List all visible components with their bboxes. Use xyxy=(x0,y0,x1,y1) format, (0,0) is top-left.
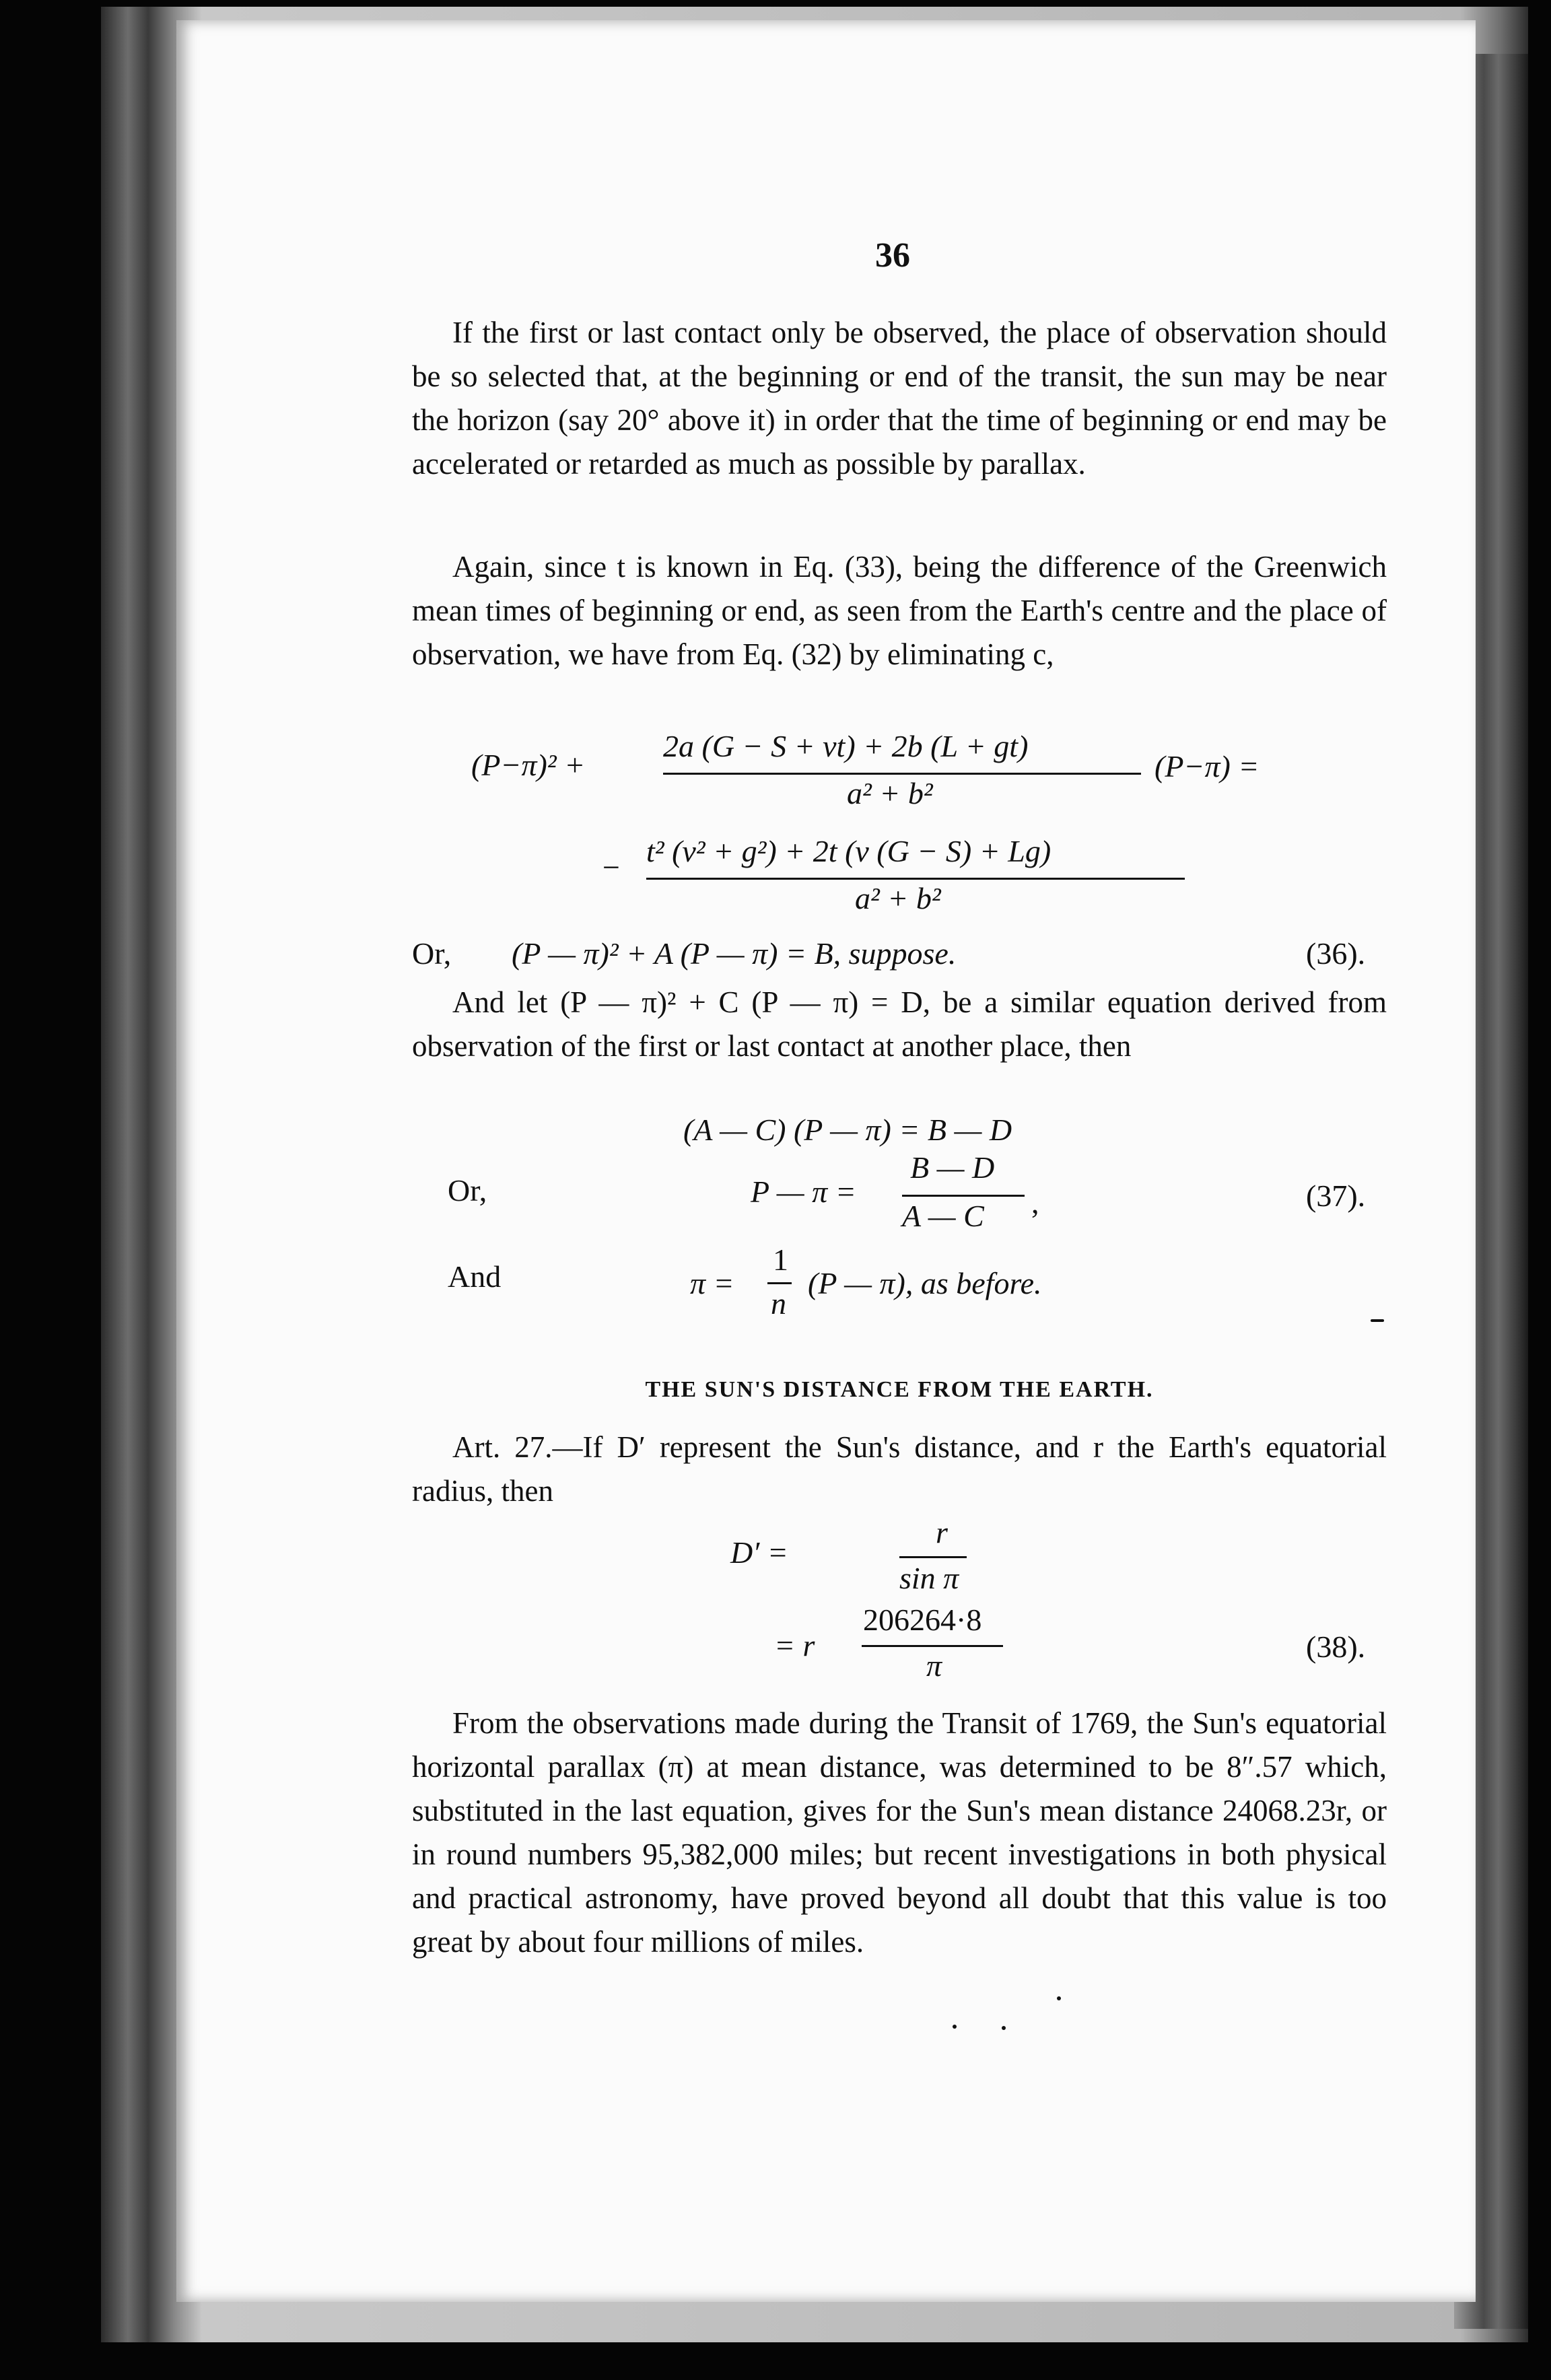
eq-main-lhs: (P−π)² + xyxy=(471,748,586,782)
eq37-comma: , xyxy=(1031,1185,1039,1220)
eq38-number: (38). xyxy=(1306,1630,1366,1664)
paragraph-observations: From the observations made during the Transit of 1769, the Sun's equatorial horizontal parallax (π) at mean distance, was determined to be 8″.57 which, substituted in the last equation, gives for the Sun's mean distance 24068.23r, or in round numbers 95,382,000 miles; but recent investigations in both physical and practical astronomy, have proved beyond all doubt that this value is too great by about four millions of miles. xyxy=(412,1706,1387,1959)
eq-d-numerator: r xyxy=(936,1515,948,1549)
eq-d-lhs: D′ = xyxy=(730,1535,788,1570)
eq-main-denominator: a² + b² xyxy=(847,776,933,810)
eq37-fraction-bar xyxy=(902,1195,1025,1197)
eq37-lhs: P — π = xyxy=(751,1175,856,1209)
section-heading: THE SUN'S DISTANCE FROM THE EARTH. xyxy=(645,1377,1154,1402)
eq37-prefix: Or, xyxy=(448,1173,487,1208)
page-mark xyxy=(1371,1319,1384,1322)
eq-d-denominator: sin π xyxy=(899,1561,959,1595)
eq37-denominator: A — C xyxy=(902,1199,984,1233)
eq36-prefix: Or, xyxy=(412,936,452,971)
eq36: (P — π)² + A (P — π) = B, suppose. xyxy=(512,936,957,971)
eq-pi-lhs: π = xyxy=(690,1266,734,1300)
eq-main-rhs: (P−π) = xyxy=(1154,749,1260,783)
page-speck xyxy=(1057,1996,1061,2000)
paragraph-and-let: And let (P — π)² + C (P — π) = D, be a similar equation derived from observation of the first or last contact at another place, then xyxy=(412,985,1387,1063)
eq-main2-numerator: t² (v² + g²) + 2t (v (G − S) + Lg) xyxy=(646,834,1052,868)
eq-pi-numerator: 1 xyxy=(773,1242,788,1277)
eq38-denominator: π xyxy=(926,1648,942,1683)
paragraph-article-27: Art. 27.—If D′ represent the Sun's distance, and r the Earth's equatorial radius, then xyxy=(412,1430,1387,1508)
eq-main-numerator: 2a (G − S + vt) + 2b (L + gt) xyxy=(663,729,1029,763)
eq-main-fraction-bar xyxy=(663,773,1141,775)
paragraph-first-contact: If the first or last contact only be observed, the place of observation should be so selected that, at the beginning or end of the transit, the sun may be near the horizon (say 20° above it) in order that the time of beginning or end may be accelerated or retarded as much as possible by parallax. xyxy=(412,316,1387,481)
eq-pi-denominator: n xyxy=(771,1286,786,1321)
paragraph-again: Again, since t is known in Eq. (33), being the difference of the Greenwich mean times of beginning or end, as seen from the Earth's centre and the place of observation, we have from Eq. (32) by eliminating c, xyxy=(412,550,1387,671)
eq38-fraction-bar xyxy=(862,1645,1003,1647)
page-speck xyxy=(1002,2026,1006,2030)
eq-main2-minus: − xyxy=(602,850,620,884)
eq-difference: (A — C) (P — π) = B — D xyxy=(683,1113,1012,1147)
eq38-lhs: = r xyxy=(774,1628,815,1663)
eq37-number: (37). xyxy=(1306,1179,1366,1213)
eq-main2-denominator: a² + b² xyxy=(855,881,941,915)
page-number: 36 xyxy=(875,236,910,275)
eq-pi-rhs: (P — π), as before. xyxy=(808,1266,1042,1300)
eq38-numerator: 206264·8 xyxy=(863,1603,982,1637)
eq-main2-fraction-bar xyxy=(646,878,1185,880)
eq-pi-prefix: And xyxy=(448,1259,502,1294)
eq-d-fraction-bar xyxy=(899,1556,967,1558)
eq37-numerator: B — D xyxy=(910,1150,995,1185)
page-speck xyxy=(953,2025,957,2029)
eq36-number: (36). xyxy=(1306,936,1366,971)
eq-pi-fraction-bar xyxy=(767,1282,792,1284)
